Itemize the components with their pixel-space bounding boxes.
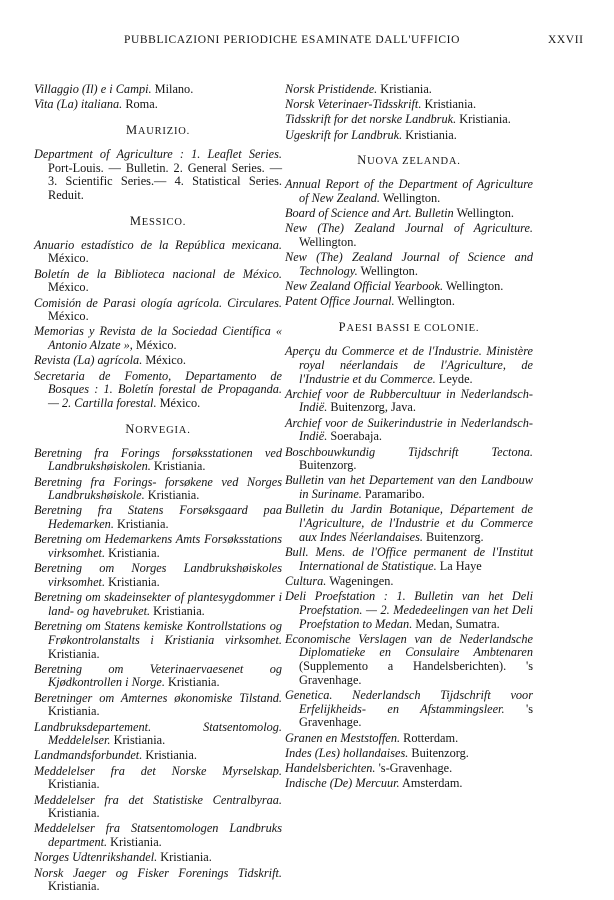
publication-entry <box>34 620 282 661</box>
publication-place: Buitenzorg. <box>422 529 484 544</box>
publication-place: Port-Louis. — Bulletin. 2. General Series. — 3. Scientific Series.— 4. Statistical Series. Reduit. <box>48 160 282 203</box>
publication-entry <box>34 268 282 295</box>
publication-title: Beretning om Statens kemiske Kontrollstations og Frøkontrolanstalts i Kristiania virksomhet. <box>34 619 282 647</box>
publication-entry <box>34 447 282 474</box>
publication-title: Beretning fra Statens Forsøksgaard paa Hedemarken. <box>34 503 282 532</box>
publication-place: Kristiania. <box>107 835 162 850</box>
publication-title: Boletín de la Biblioteca nacional de México. <box>34 266 282 281</box>
publication-title: Patent Office Journal. <box>285 294 395 309</box>
publication-entry <box>285 474 533 501</box>
publication-title: Economische Verslagen van de Nederlandsche Diplomatieke en Consulaire Ambtenaren <box>285 631 533 660</box>
publication-entry <box>34 794 282 821</box>
publication-entry <box>285 83 533 97</box>
publication-entry <box>34 765 282 792</box>
publication-place: México. <box>48 280 89 295</box>
publication-place: México. <box>132 338 177 353</box>
publication-entry <box>285 546 533 573</box>
publication-title: Indische (De) Mercuur. <box>285 776 400 791</box>
publication-entry <box>34 239 282 266</box>
publication-place: Kristiania. <box>164 675 220 690</box>
publication-place: Soerabaja. <box>327 429 382 444</box>
publication-entry <box>285 207 533 221</box>
publication-place: La Haye <box>436 558 482 573</box>
publication-place: Kristiania. <box>48 646 100 661</box>
publication-title: Handelsberichten. <box>285 761 376 776</box>
publication-title: New Zealand Official Yearbook. <box>285 279 444 294</box>
publication-place: Milano. <box>151 82 194 96</box>
publication-title: Bull. Mens. de l'Office permanent de l'Institut International de Statistique. <box>285 544 533 573</box>
publication-entry <box>285 388 533 415</box>
publication-title: Villaggio (Il) e i Campi. <box>34 82 152 96</box>
publication-entry <box>285 747 533 761</box>
publication-place: Kristiania. <box>421 97 477 112</box>
publication-title: Beretning om Hedemarkens Amts Forsøksstations virksomhet. <box>34 532 282 561</box>
publication-title: Memorias y Revista de la Sociedad Científica « Antonio Alzate », <box>34 324 282 353</box>
publication-place: Kristiania. <box>113 517 169 532</box>
publication-place: Wellington. <box>299 235 357 250</box>
publication-title: New (The) Zealand Journal of Agriculture. <box>285 221 533 236</box>
publication-entry <box>34 354 282 368</box>
publication-entry <box>285 762 533 776</box>
publication-title: Tidsskrift for det norske Landbruk. <box>285 112 457 127</box>
publication-entry <box>34 370 282 411</box>
section-heading: MAURIZIO. <box>125 122 191 137</box>
publication-entry <box>34 692 282 719</box>
publication-entry <box>285 251 533 278</box>
publication-title: Meddelelser fra det Statistiske Centralbyraa. <box>34 792 282 807</box>
publication-place: Kristiania. <box>105 574 160 589</box>
publication-place: (Supplemento a Handelsberichten). 's Gravenhage. <box>299 659 533 687</box>
publication-place: Kristiania. <box>377 82 432 96</box>
publication-place: Buitenzorg. <box>299 458 357 473</box>
publication-place: Kristiania. <box>48 879 100 894</box>
publication-title: Beretning fra Forings forsøksstationen ved Landbrukshøiskolen. <box>34 445 282 474</box>
publication-title: Norsk Veterinaer-Tidsskrift. <box>285 97 422 112</box>
section-heading: NUOVA ZELANDA. <box>357 153 461 168</box>
publication-place: Wellington. <box>379 191 441 206</box>
right-column <box>285 83 533 792</box>
publication-title: Cultura. <box>285 573 327 588</box>
publication-place: Wellington. <box>453 206 514 221</box>
publication-entry <box>285 446 533 473</box>
publication-title: Anuario estadístico de la República mexicana. <box>34 237 282 252</box>
publication-place: Kristiania. <box>48 777 100 792</box>
publication-entry <box>34 533 282 560</box>
publication-place: Kristiania. <box>110 733 166 748</box>
publication-place: Rotterdam. <box>400 730 459 745</box>
publication-title: Beretning fra Forings- forsøkene ved Norges Landbrukshøiskole. <box>34 474 282 503</box>
publication-entry <box>285 777 533 791</box>
publication-entry <box>285 98 533 112</box>
publication-title: Meddelelser fra det Norske Myrselskap. <box>34 763 282 778</box>
publication-place: México. <box>156 395 201 410</box>
publication-entry <box>34 851 282 865</box>
publication-place: Kristiania. <box>48 806 100 821</box>
publication-place: México. <box>48 251 89 266</box>
publication-place: Paramaribo. <box>361 487 425 502</box>
publication-place: Kristiania. <box>456 112 511 127</box>
publication-place: Kristiania. <box>48 704 100 719</box>
running-header: PUBBLICAZIONI PERIODICHE ESAMINATE DALL'UFFICIO <box>124 34 460 46</box>
publication-entry <box>285 417 533 444</box>
publication-place: Kristiania. <box>150 459 206 474</box>
publication-entry <box>34 867 282 894</box>
publication-entry <box>34 562 282 589</box>
publication-entry <box>34 148 282 203</box>
publication-title: Norsk Jaeger og Fisker Forenings Tidskrift. <box>34 865 282 880</box>
publication-place: 's Gravenhage. <box>299 701 533 730</box>
publication-entry <box>285 280 533 294</box>
publication-entry <box>285 178 533 205</box>
publication-place: Wageningen. <box>326 573 394 588</box>
publication-title: Indes (Les) hollandaises. <box>285 745 409 760</box>
publication-entry <box>285 633 533 688</box>
publication-entry <box>285 113 533 127</box>
publication-entry <box>34 822 282 849</box>
publication-entry <box>34 98 282 112</box>
publication-title: Secretaria de Fomento, Departamento de Bosques : 1. Boletín forestal de Propaganda. — 2. Cartilla forestal. <box>34 368 282 410</box>
publication-title: Genetica. Nederlandsch Tijdschrift voor Erfelijkheids- en Afstammingsleer. <box>285 688 533 716</box>
publication-place: Wellington. <box>394 294 455 309</box>
publication-title: Beretninger om Amternes økonomiske Tilstand. <box>34 690 282 705</box>
publication-entry <box>34 325 282 352</box>
publication-place: Wellington. <box>357 264 418 279</box>
publication-title: Revista (La) agrícola. <box>34 353 143 368</box>
publication-place: México. <box>142 353 186 368</box>
publication-title: Meddelelser fra Statsentomologen Landbruks department. <box>34 821 282 850</box>
publication-title: Annual Report of the Department of Agriculture of New Zealand. <box>285 177 533 206</box>
publication-place: Kristiania. <box>105 546 160 561</box>
publication-place: Kristiania. <box>144 488 200 503</box>
publication-title: Norsk Pristidende. <box>285 82 378 96</box>
publication-place: 's-Gravenhage. <box>375 761 453 776</box>
left-column <box>34 83 282 895</box>
publication-title: Bulletin van het Departement van den Landbouw in Suriname. <box>285 473 533 502</box>
publication-entry <box>34 297 282 324</box>
publication-title: Boschbouwkundig Tijdschrift Tectona. <box>285 444 533 459</box>
publication-entry <box>285 575 533 589</box>
publication-place: Buitenzorg. <box>408 745 469 760</box>
publication-entry <box>34 504 282 531</box>
publication-entry <box>285 732 533 746</box>
publication-place: Roma. <box>122 97 158 112</box>
publication-entry <box>285 503 533 544</box>
publication-entry <box>34 749 282 763</box>
publication-title: Archief voor de Suikerindustrie in Nederlandsch-Indië. <box>285 415 533 444</box>
publication-title: Department of Agriculture : 1. Leaflet Series. <box>34 146 282 161</box>
publication-place: Buitenzorg, Java. <box>327 400 416 415</box>
publication-entry <box>285 590 533 631</box>
publication-place: Amsterdam. <box>399 776 463 791</box>
page-number: XXVII <box>548 34 584 46</box>
publication-place: Leyde. <box>435 371 473 386</box>
publication-title: Bulletin du Jardin Botanique, Département de l'Agriculture, de l'Industrie et du Commerce aux Indes Néerlandaises. <box>285 502 533 544</box>
publication-title: Granen en Meststoffen. <box>285 730 401 745</box>
publication-entry <box>285 129 533 143</box>
publication-title: Deli Proefstation : 1. Bulletin van het Deli Proefstation. — 2. Mededeelingen van het Deli Proefstation to Medan. <box>285 589 533 631</box>
publication-title: Ugeskrift for Landbruk. <box>285 127 403 142</box>
publication-title: Beretning om skadeinsekter of plantesygdommer i land- og havebruket. <box>34 590 282 618</box>
publication-title: Board of Science and Art. Bulletin <box>285 206 454 221</box>
publication-place: Kristiania. <box>150 603 205 618</box>
publication-place: México. <box>48 309 89 324</box>
publication-place: Medan, Sumatra. <box>412 616 500 631</box>
publication-title: Archief voor de Rubbercultuur in Nederlandsch-Indië. <box>285 386 533 415</box>
publication-place: Wellington. <box>443 279 504 294</box>
publication-entry <box>285 345 533 386</box>
publication-title: Beretning om Veterinaervaesenet og Kjødkontrollen i Norge. <box>34 661 282 690</box>
publication-place: Kristiania. <box>402 127 457 142</box>
publication-entry <box>34 721 282 748</box>
publication-entry <box>34 83 282 97</box>
publication-title: Aperçu du Commerce et de l'Industrie. Ministère royal néerlandais de l'Agriculture, de l'Industrie et du Commerce. <box>285 344 533 386</box>
publication-entry <box>34 663 282 690</box>
publication-place: Kristiania. <box>142 748 197 763</box>
section-heading: MESSICO. <box>129 213 187 228</box>
publication-title: Vita (La) italiana. <box>34 97 123 112</box>
publication-entry <box>285 295 533 309</box>
publication-entry <box>285 222 533 249</box>
publication-title: Landbruksdepartement. Statsentomolog. Meddelelser. <box>34 719 282 748</box>
publication-entry <box>34 476 282 503</box>
publication-entry <box>34 591 282 618</box>
publication-entry <box>285 689 533 730</box>
publication-title: Norges Udtenrikshandel. <box>34 850 158 865</box>
publication-title: Landmandsforbundet. <box>34 748 143 763</box>
section-heading: PAESI BASSI E COLONIE. <box>338 320 480 335</box>
publication-title: Beretning om Norges Landbrukshøiskoles virksomhet. <box>34 561 282 589</box>
publication-title: Comisión de Parasi ología agrícola. Circulares. <box>34 295 282 310</box>
section-heading: NORVEGIA. <box>125 421 191 436</box>
publication-title: New (The) Zealand Journal of Science and Technology. <box>285 250 533 279</box>
publication-place: Kristiania. <box>157 850 212 865</box>
